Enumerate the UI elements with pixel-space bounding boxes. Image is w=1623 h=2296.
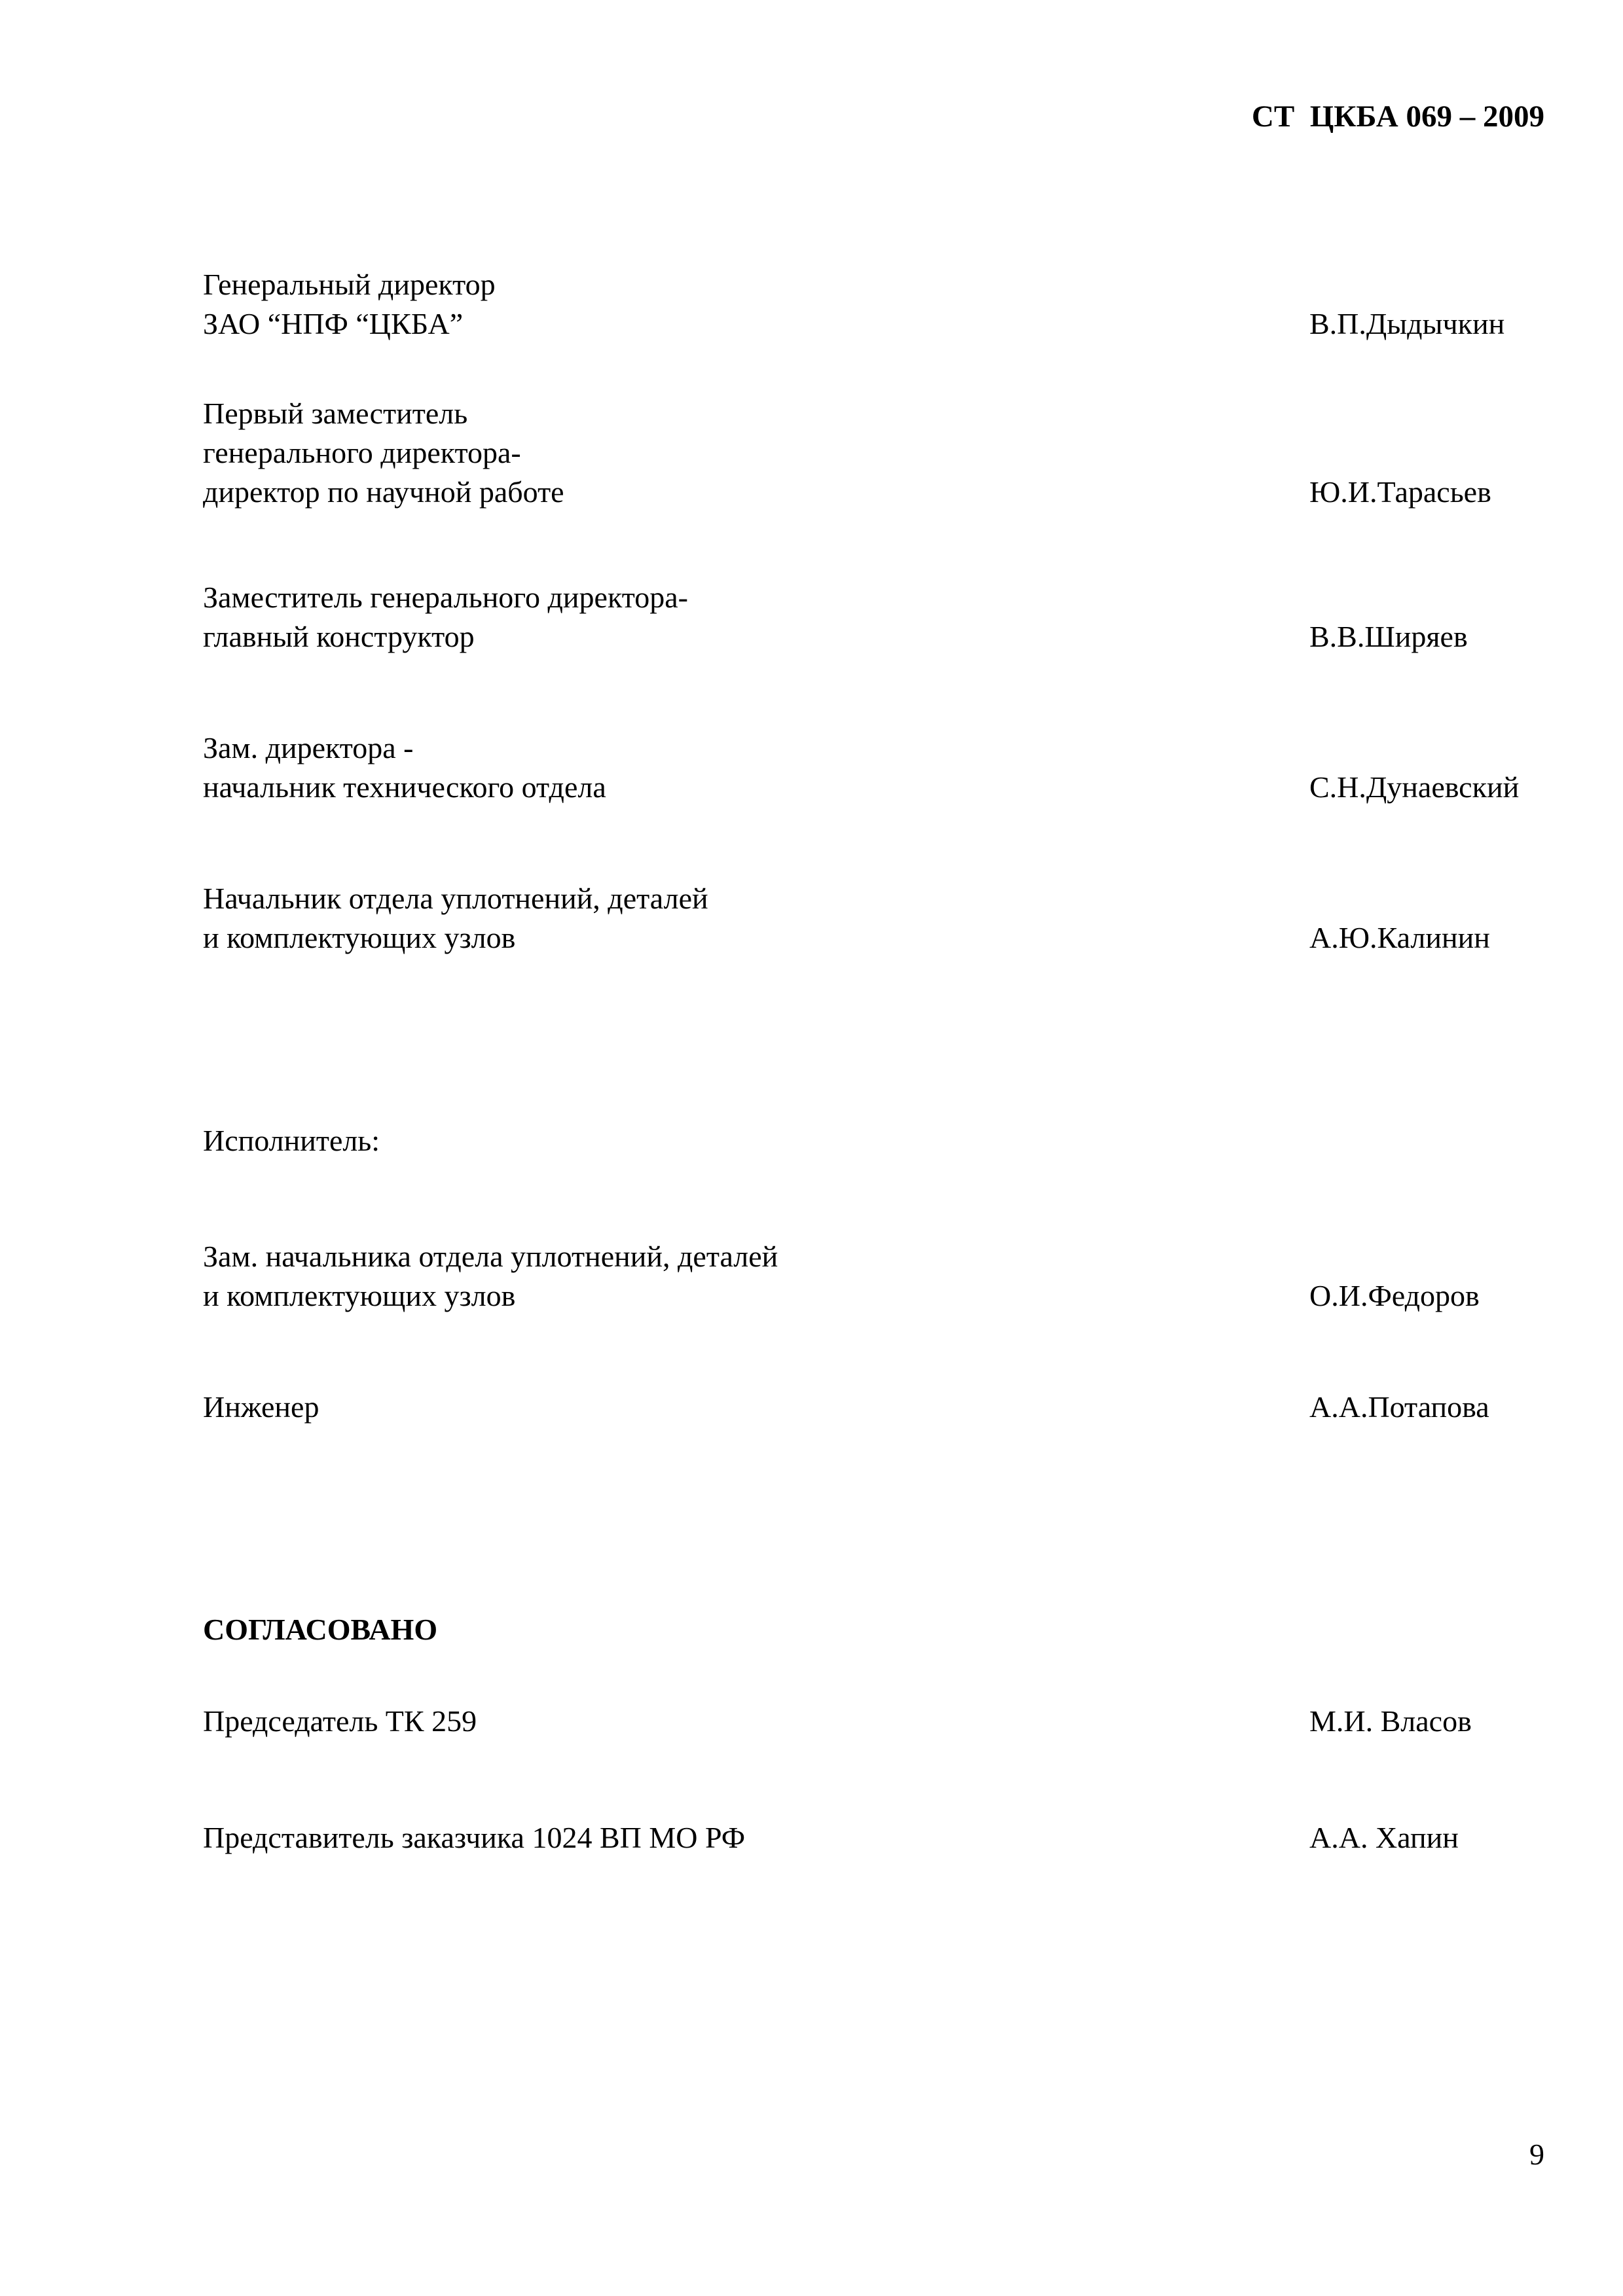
signatory-name: Ю.И.Тарасьев [1309,475,1491,509]
position-title: Председатель ТК 259 [203,1704,477,1738]
signatory-name: С.Н.Дунаевский [1309,770,1520,804]
position-title: Генеральный директор ЗАО “НПФ “ЦКБА” [203,268,496,340]
position-title: Инженер [203,1390,319,1424]
executor-heading: Исполнитель: [203,1124,380,1157]
position-title: Начальник отдела уплотнений, деталей и комплектующих узлов [203,882,708,954]
position-title: Первый заместитель генерального директора- директор по научной работе [203,397,564,509]
signatory-name: В.В.Ширяев [1309,620,1468,653]
signatory-name: А.Ю.Калинин [1309,921,1490,954]
signatory-name: А.А. Хапин [1309,1821,1459,1854]
page-number: 9 [1529,2138,1544,2171]
position-title: Зам. директора - начальник технического отдела [203,731,606,804]
agreed-heading: СОГЛАСОВАНО [203,1613,438,1646]
signatory-name: А.А.Потапова [1309,1390,1489,1424]
position-title: Представитель заказчика 1024 ВП МО РФ [203,1821,746,1854]
signatory-name: М.И. Власов [1309,1704,1472,1738]
position-title: Заместитель генерального директора- главный конструктор [203,581,688,653]
position-title: Зам. начальника отдела уплотнений, деталей и комплектующих узлов [203,1240,778,1312]
signatory-name: О.И.Федоров [1309,1279,1480,1312]
signatory-name: В.П.Дыдычкин [1309,307,1505,340]
document-code: СТ ЦКБА 069 – 2009 [1251,99,1544,134]
